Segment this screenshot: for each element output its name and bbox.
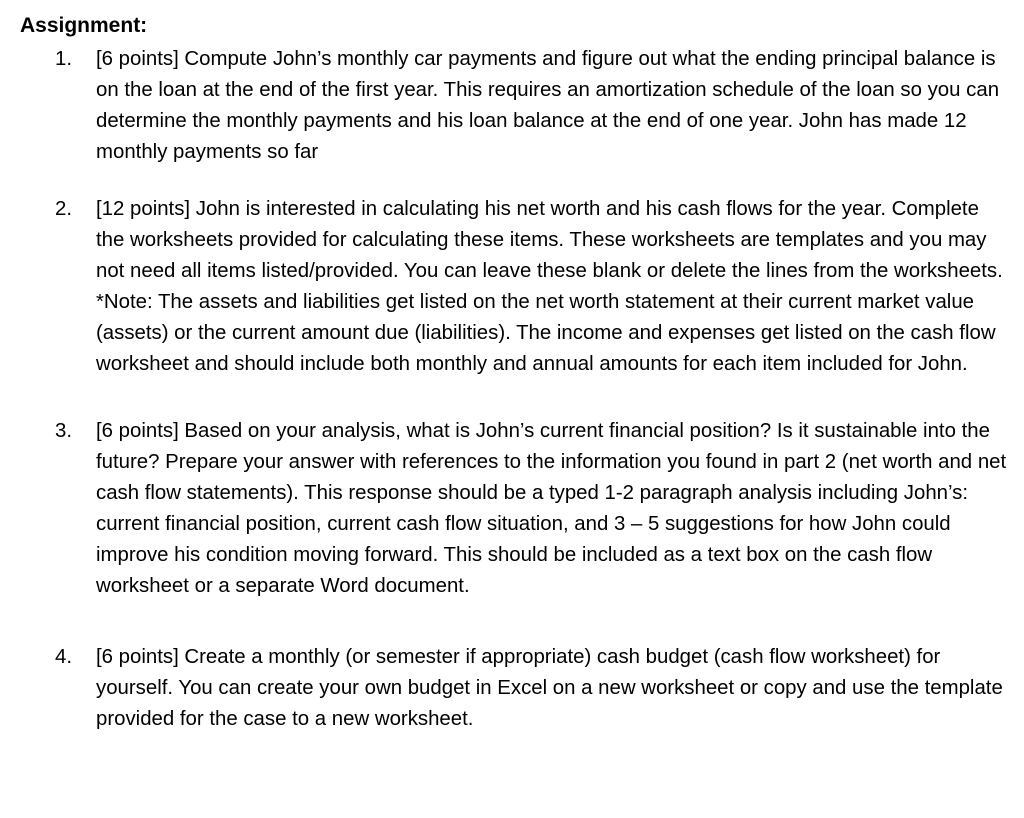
- item-text: [6 points] Based on your analysis, what is John’s current financial position? Is it sustainable into the future? Prepare your answer with references to the information you found in part 2 (net worth and net cash flow statements). This response should be a typed 1-2 paragraph analysis including John’s: current financial position, current cash flow situation, and 3 – 5 suggestions for how John could improve his condition moving forward. This should be included as a text box on the cash flow worksheet or a separate Word document.: [96, 420, 1007, 597]
- item-number: 3.: [55, 420, 73, 442]
- assignment-item-3: [20, 416, 1010, 602]
- assignment-item-1: [20, 44, 1010, 168]
- assignment-item-4: [20, 642, 1010, 735]
- item-text: [6 points] Compute John’s monthly car payments and figure out what the ending principal balance is on the loan at the end of the first year. This requires an amortization schedule of the loan so you can determine the monthly payments and his loan balance at the end of one year. John has made 12 monthly payments so far: [96, 48, 1000, 163]
- assignment-item-2: [20, 194, 1010, 380]
- item-number: 1.: [55, 48, 73, 70]
- item-number: 2.: [55, 198, 73, 220]
- assignment-list: [20, 44, 1010, 735]
- assignment-heading: Assignment:: [20, 14, 148, 37]
- item-text: [6 points] Create a monthly (or semester if appropriate) cash budget (cash flow worksheet) for yourself. You can create your own budget in Excel on a new worksheet or copy and use the template provided for the case to a new worksheet.: [96, 646, 1003, 730]
- assignment-document: [20, 12, 1010, 735]
- item-text: [12 points] John is interested in calculating his net worth and his cash flows for the year. Complete the worksheets provided for calculating these items. These worksheets are templates and you may not need all items listed/provided. You can leave these blank or delete the lines from the worksheets. *Note: The assets and liabilities get listed on the net worth statement at their current market value (assets) or the current amount due (liabilities). The income and expenses get listed on the cash flow worksheet and should include both monthly and annual amounts for each item included for John.: [96, 198, 1003, 375]
- item-number: 4.: [55, 646, 73, 668]
